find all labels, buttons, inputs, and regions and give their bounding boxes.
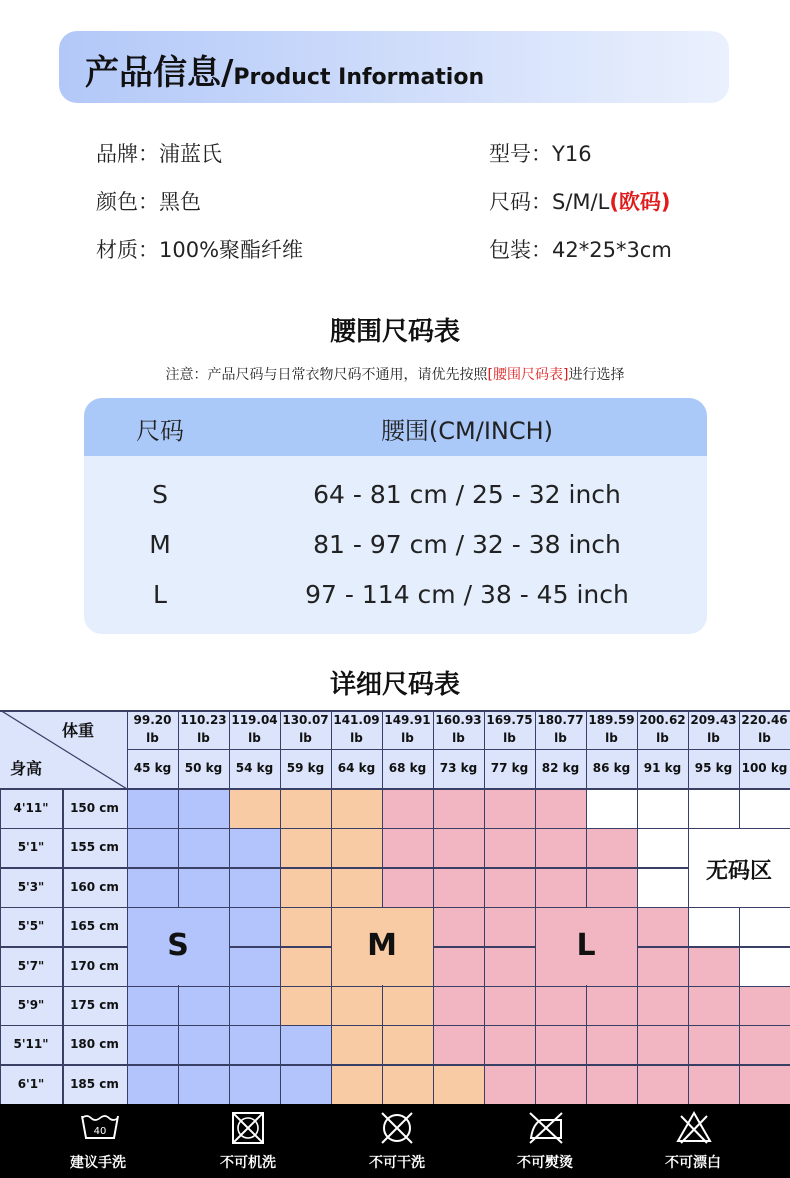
weight-lb-label: 99.20 [133, 713, 172, 727]
grid-cell-L [688, 1065, 740, 1105]
grid-line-h [0, 1025, 790, 1027]
weight-lb-label: 220.46 [741, 713, 788, 727]
waist-row-range: 97 - 114 cm / 38 - 45 inch [305, 580, 629, 609]
weight-lb-label: 130.07 [282, 713, 329, 727]
info-size [489, 186, 671, 216]
grid-cell-M [433, 1065, 485, 1105]
grid-line-v [586, 710, 588, 1104]
weight-kg-label: 100 kg [741, 761, 788, 775]
grid-cell-L [535, 986, 587, 1026]
weight-lb-unit: lb [452, 731, 465, 745]
grid-cell-S [280, 1065, 332, 1105]
grid-cell-L [586, 986, 638, 1026]
grid-cell-L [688, 947, 740, 987]
grid-cell-M [331, 1065, 383, 1105]
grid-cell-S [178, 1065, 230, 1105]
grid-cell-L [484, 828, 536, 868]
weight-lb-label: 200.62 [639, 713, 686, 727]
height-cm-label: 170 cm [70, 958, 119, 973]
waist-row-size: M [149, 530, 171, 559]
height-ft-label: 6'1" [17, 1076, 45, 1091]
no-machine-wash-icon [230, 1110, 266, 1146]
weight-lb-unit: lb [248, 731, 261, 745]
grid-cell-M [280, 947, 332, 987]
weight-lb-unit: lb [605, 731, 618, 745]
grid-cell-L [433, 828, 485, 868]
height-axis-label: 身高 [9, 759, 42, 778]
weight-lb-label: 110.23 [180, 713, 227, 727]
grid-line-h [0, 828, 790, 830]
care-label: 建议手洗 [70, 1155, 126, 1171]
grid-cell-W [637, 868, 689, 908]
grid-cell-S [127, 868, 179, 908]
grid-line-h [0, 986, 790, 988]
grid-cell-L [586, 1025, 638, 1065]
grid-cell-S [127, 789, 179, 829]
grid-cell-W [739, 789, 790, 829]
grid-cell-M [280, 868, 332, 908]
grid-cell-S [127, 1025, 179, 1065]
grid-cell-L [637, 1065, 689, 1105]
waist-row-size: S [152, 480, 168, 509]
no-iron-icon [527, 1110, 565, 1146]
grid-cell-W [586, 789, 638, 829]
weight-kg-label: 91 kg [643, 761, 682, 775]
grid-cell-M [331, 789, 383, 829]
grid-line-h [127, 749, 790, 750]
care-label: 不可漂白 [665, 1155, 721, 1171]
grid-line-v [433, 710, 435, 1104]
grid-cell-L [535, 789, 587, 829]
grid-line-v [739, 710, 741, 1104]
grid-cell-L [739, 1025, 790, 1065]
care-instructions-bar [0, 1104, 790, 1178]
height-ft-label: 5'9" [17, 998, 45, 1012]
grid-cell-S [229, 947, 281, 987]
weight-lb-unit: lb [146, 731, 159, 745]
grid-cell-S [127, 1065, 179, 1105]
weight-lb-unit: lb [656, 731, 669, 745]
weight-lb-label: 189.59 [588, 713, 635, 727]
weight-kg-label: 73 kg [439, 761, 478, 775]
grid-cell-M [382, 986, 434, 1026]
grid-cell-L [535, 868, 587, 908]
weight-lb-unit: lb [197, 731, 210, 745]
weight-kg-label: 59 kg [286, 761, 325, 775]
grid-line-v [280, 710, 282, 1104]
grid-line-h [0, 1064, 790, 1066]
height-cm-label: 160 cm [70, 879, 119, 894]
grid-cell-M [382, 1065, 434, 1105]
grid-cell-W [688, 907, 740, 947]
grid-cell-L [433, 947, 485, 987]
grid-cell-M [331, 868, 383, 908]
weight-lb-label: 149.91 [384, 713, 431, 727]
weight-kg-label: 50 kg [184, 761, 223, 775]
grid-cell-L [433, 986, 485, 1026]
grid-cell-L [688, 1025, 740, 1065]
waist-row-l [84, 580, 707, 624]
grid-cell-M [331, 986, 383, 1026]
grid-cell-M [331, 828, 383, 868]
grid-cell-S [229, 1065, 281, 1105]
grid-cell-L [535, 828, 587, 868]
info-material: 材质：100%聚酯纤维 [96, 238, 304, 262]
corner-diagonal-line [0, 710, 127, 789]
grid-cell-L [484, 789, 536, 829]
grid-cell-L [484, 907, 536, 947]
grid-cell-L [382, 868, 434, 908]
weight-lb-unit: lb [350, 731, 363, 745]
weight-lb-label: 180.77 [537, 713, 584, 727]
grid-cell-L [433, 789, 485, 829]
height-ft-label: 5'5" [17, 919, 45, 934]
wash-temperature: 40 [93, 1126, 107, 1137]
care-no-dry-clean [337, 1104, 457, 1178]
height-cm-label: 185 cm [70, 1076, 119, 1091]
weight-lb-label: 141.09 [333, 713, 380, 727]
grid-line-v [382, 710, 384, 1104]
grid-line-h [0, 867, 790, 869]
weight-lb-unit: lb [401, 731, 414, 745]
grid-cell-M [229, 789, 281, 829]
grid-cell-L [637, 907, 689, 947]
grid-cell-L [586, 828, 638, 868]
info-size-note: (欧码) [609, 190, 671, 214]
grid-cell-M [280, 907, 332, 947]
weight-kg-label: 45 kg [133, 761, 172, 775]
grid-cell-L [382, 828, 434, 868]
zone-label-s: S [167, 928, 189, 963]
grid-cell-L [535, 1025, 587, 1065]
info-brand: 品牌：浦蓝氏 [96, 142, 222, 166]
grid-cell-L [586, 868, 638, 908]
height-ft-label: 5'11" [13, 1037, 49, 1052]
grid-line-v [688, 710, 690, 1104]
weight-lb-unit: lb [503, 731, 516, 745]
waist-chart-note [0, 364, 790, 384]
waist-row-s [84, 480, 707, 524]
info-color: 颜色：黑色 [96, 190, 201, 214]
waist-row-range: 81 - 97 cm / 32 - 38 inch [313, 530, 621, 559]
grid-cell-L [382, 789, 434, 829]
care-label: 不可熨烫 [517, 1155, 573, 1171]
note-prefix: 注意：产品尺码与日常衣物尺码不通用，请优先按照 [165, 367, 488, 383]
grid-line-v [637, 710, 639, 1104]
col-size-header: 尺码 [136, 417, 184, 445]
grid-line-v [229, 710, 231, 1104]
detail-chart-title: 详细尺码表 [329, 670, 460, 700]
detail-size-grid [0, 710, 790, 1104]
zone-label-l: L [576, 928, 596, 963]
grid-line-v [535, 710, 537, 1104]
grid-cell-W [739, 947, 790, 987]
grid-cell-W [739, 907, 790, 947]
waist-row-size: L [153, 580, 167, 609]
grid-cell-L [637, 1025, 689, 1065]
height-cm-label: 175 cm [70, 998, 119, 1012]
grid-cell-S [280, 1025, 332, 1065]
height-cm-label: 165 cm [70, 919, 119, 934]
grid-cell-M [280, 828, 332, 868]
grid-cell-W [637, 789, 689, 829]
grid-cell-L [433, 907, 485, 947]
grid-cell-L [484, 947, 536, 987]
grid-cell-L [433, 1025, 485, 1065]
page-title [85, 45, 484, 94]
grid-line-v [178, 710, 180, 1104]
weight-axis-label: 体重 [61, 721, 94, 740]
waist-size-table [84, 398, 707, 634]
weight-lb-unit: lb [299, 731, 312, 745]
note-highlight: [腰围尺码表] [487, 367, 569, 383]
grid-cell-S [229, 1025, 281, 1065]
care-label: 不可干洗 [369, 1155, 425, 1171]
col-waist-header: 腰围(CM/INCH) [380, 417, 554, 445]
grid-cell-L [535, 1065, 587, 1105]
weight-kg-label: 77 kg [490, 761, 529, 775]
care-no-machine-wash [188, 1104, 308, 1178]
height-cm-label: 150 cm [70, 801, 119, 815]
grid-cell-S [178, 1025, 230, 1065]
weight-kg-label: 86 kg [592, 761, 631, 775]
grid-cell-M [280, 986, 332, 1026]
title-english: Product Information [233, 65, 485, 90]
grid-cell-S [127, 828, 179, 868]
zone-label-m: M [367, 928, 397, 963]
grid-line-v [62, 789, 64, 1104]
hand-wash-icon [80, 1110, 120, 1142]
note-suffix: 进行选择 [568, 367, 625, 383]
section-header-banner [59, 31, 729, 103]
grid-cell-L [484, 986, 536, 1026]
info-size-values: 尺码：S/M/L [489, 190, 610, 214]
grid-cell-L [433, 868, 485, 908]
grid-cell-S [229, 986, 281, 1026]
grid-cell-S [178, 828, 230, 868]
grid-cell-S [127, 986, 179, 1026]
grid-cell-W [637, 828, 689, 868]
grid-cell-L [484, 1025, 536, 1065]
height-cm-label: 155 cm [70, 840, 119, 855]
no-bleach-icon [675, 1110, 713, 1146]
grid-cell-S [229, 907, 281, 947]
waist-chart-title: 腰围尺码表 [329, 317, 460, 347]
grid-line-v [0, 789, 1, 1104]
grid-line-v [484, 710, 486, 1104]
info-model: 型号：Y16 [489, 142, 592, 166]
grid-cell-L [484, 1065, 536, 1105]
height-cm-label: 180 cm [70, 1037, 119, 1052]
weight-lb-label: 169.75 [486, 713, 533, 727]
grid-cell-S [229, 828, 281, 868]
weight-kg-label: 68 kg [388, 761, 427, 775]
zone-label-none: 无码区 [705, 859, 772, 885]
weight-kg-label: 95 kg [694, 761, 733, 775]
care-no-bleach [633, 1104, 753, 1178]
grid-cell-L [637, 986, 689, 1026]
grid-cell-L [637, 947, 689, 987]
weight-lb-label: 209.43 [690, 713, 737, 727]
grid-cell-M [280, 789, 332, 829]
height-ft-label: 4'11" [13, 801, 49, 815]
weight-kg-label: 82 kg [541, 761, 580, 775]
grid-cell-S [178, 789, 230, 829]
height-ft-label: 5'3" [17, 879, 45, 894]
no-dry-clean-icon [379, 1110, 415, 1146]
care-label: 不可机洗 [220, 1155, 276, 1171]
grid-cell-S [178, 986, 230, 1026]
weight-lb-unit: lb [554, 731, 567, 745]
corner-diagonal [0, 710, 127, 789]
height-ft-label: 5'7" [17, 958, 45, 973]
grid-cell-S [178, 868, 230, 908]
grid-cell-M [331, 1025, 383, 1065]
weight-lb-unit: lb [758, 731, 771, 745]
height-ft-label: 5'1" [17, 840, 45, 855]
grid-cell-L [484, 868, 536, 908]
waist-row-range: 64 - 81 cm / 25 - 32 inch [313, 480, 621, 509]
grid-cell-M [382, 1025, 434, 1065]
weight-lb-label: 119.04 [231, 713, 278, 727]
waist-row-m [84, 530, 707, 574]
weight-lb-label: 160.93 [435, 713, 482, 727]
care-hand-wash [38, 1104, 158, 1178]
weight-lb-unit: lb [707, 731, 720, 745]
care-no-iron [485, 1104, 605, 1178]
info-package: 包装：42*25*3cm [489, 238, 672, 262]
grid-cell-L [739, 986, 790, 1026]
title-chinese: 产品信息/ [85, 53, 234, 93]
grid-cell-S [229, 868, 281, 908]
weight-kg-label: 64 kg [337, 761, 376, 775]
waist-table-header [84, 398, 707, 456]
grid-line-v [331, 710, 333, 1104]
grid-cell-L [586, 1065, 638, 1105]
grid-cell-L [739, 1065, 790, 1105]
weight-kg-label: 54 kg [235, 761, 274, 775]
grid-cell-W [688, 789, 740, 829]
grid-cell-L [688, 986, 740, 1026]
